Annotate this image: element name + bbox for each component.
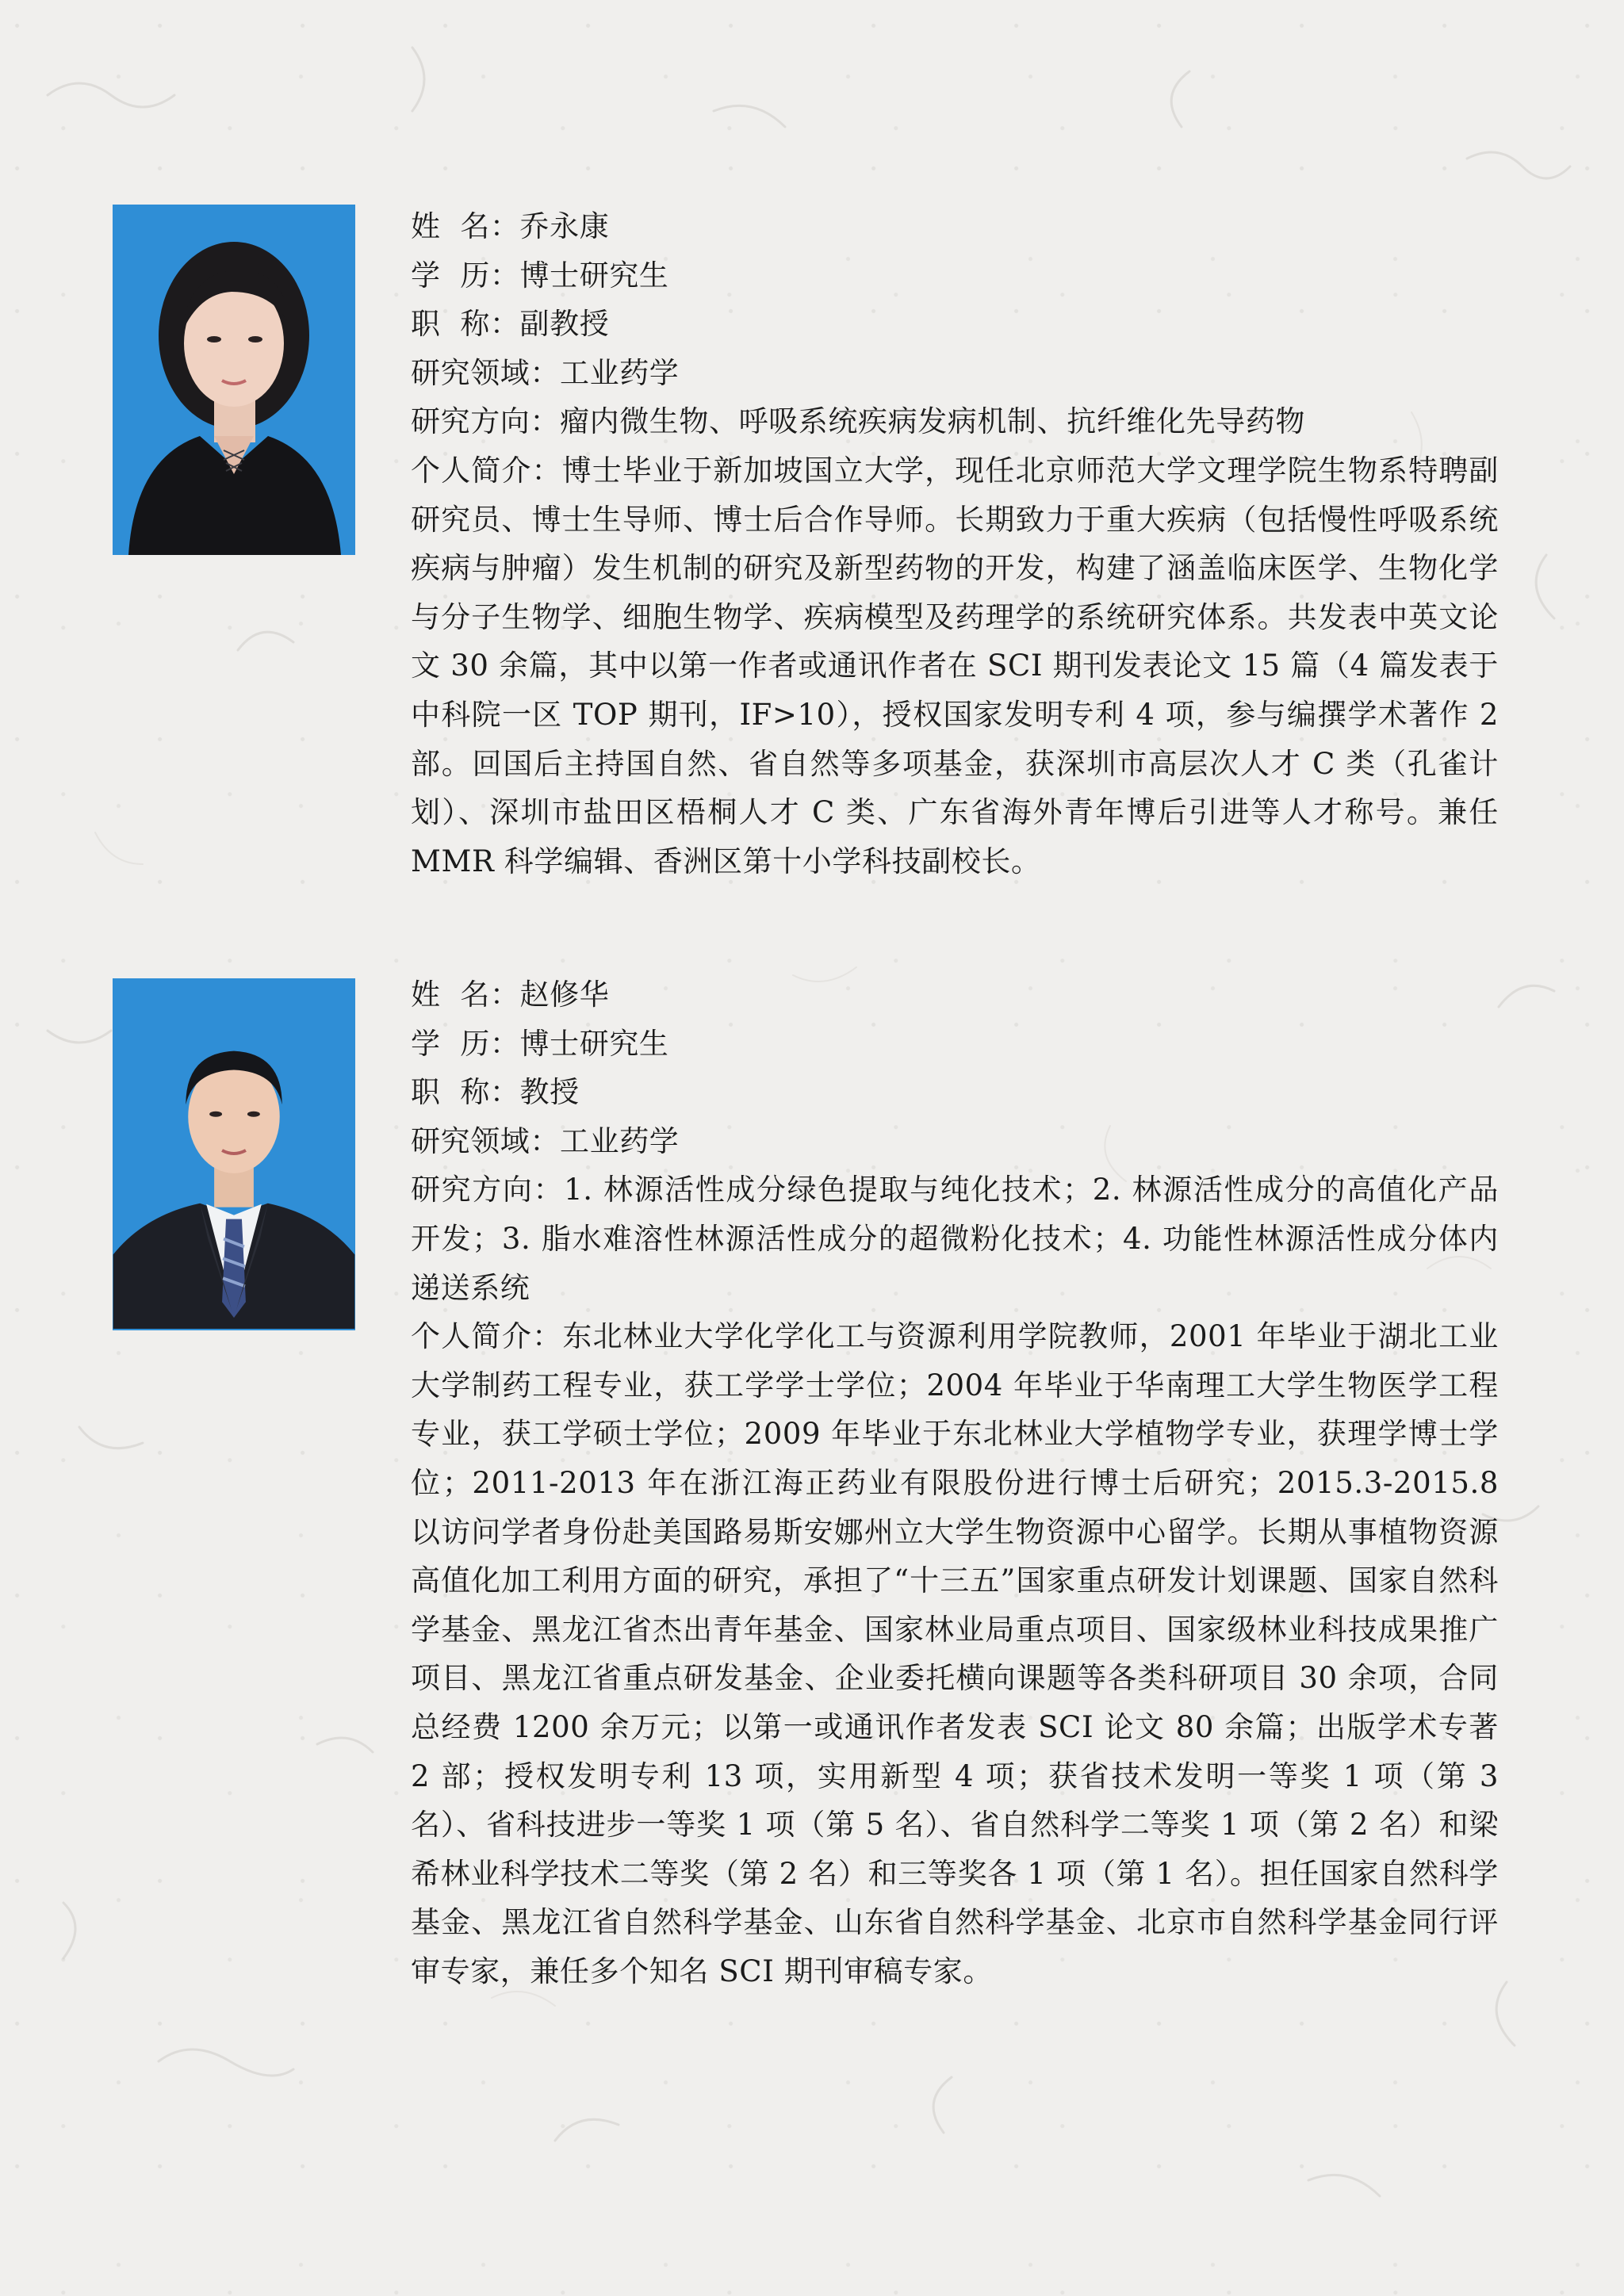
- degree-label: 学 历：: [411, 1026, 520, 1061]
- direction-row: [411, 1165, 1499, 1312]
- degree-row: [411, 251, 1499, 300]
- degree-row: [411, 1020, 1499, 1069]
- profile-photo-1: [113, 205, 355, 555]
- title-row: [411, 1068, 1499, 1117]
- direction-row: [411, 397, 1499, 446]
- degree-value: 博士研究生: [519, 258, 669, 293]
- direction-label: 研究方向：: [411, 404, 560, 439]
- field-value: 工业药学: [560, 1123, 680, 1158]
- field-row: [411, 349, 1499, 398]
- direction-value: 1. 林源活性成分绿色提取与纯化技术；2. 林源活性成分的高值化产品开发；3. 脂水难溶性林源活性成分的超微粉化技术；4. 功能性林源活性成分体内递送系统: [411, 1173, 1499, 1305]
- title-value: 副教授: [519, 307, 610, 342]
- bio-row: [411, 1312, 1499, 1996]
- direction-label: 研究方向：: [411, 1173, 565, 1207]
- direction-value: 瘤内微生物、呼吸系统疾病发病机制、抗纤维化先导药物: [560, 404, 1305, 439]
- bio-label: 个人简介：: [411, 453, 562, 488]
- profile-photo-2: [113, 978, 355, 1330]
- degree-label: 学 历：: [411, 258, 520, 293]
- name-row: [411, 970, 1499, 1020]
- title-label: 职 称：: [411, 307, 520, 342]
- bio-row: [411, 446, 1499, 886]
- bio-value: 东北林业大学化学化工与资源利用学院教师，2001 年毕业于湖北工业大学制药工程专业，获工学学士学位；2004 年毕业于华南理工大学生物医学工程专业，获工学硕士学位；2009 年毕业于东北林业大学植物学专业，获理学博士学位；2011-2013 年在浙江海正药业有限股份进行博士后研究；2015.3-2015.8 以访问学者身份赴美国路易斯安娜州立大学生物资源中心留学。长期从事植物资源高值化加工利用方面的研究，承担了“十三五”国家重点研发计划课题、国家自然科学基金、黑龙江省杰出青年基金、国家林业局重点项目、国家级林业科技成果推广项目、黑龙江省重点研发基金、企业委托横向课题等各类科研项目 30 余项，合同总经费 1200 余万元；以第一或通讯作者发表 SCI 论文 80 余篇；出版学术专著 2 部；授权发明专利 13 项，实用新型 4 项；获省技术发明一等奖 1 项（第 3 名）、省科技进步一等奖 1 项（第 5 名）、省自然科学二等奖 1 项（第 2 名）和梁希林业科学技术二等奖（第 2 名）和三等奖各 1 项（第 1 名）。担任国家自然科学基金、黑龙江省自然科学基金、山东省自然科学基金、北京市自然科学基金同行评审专家，兼任多个知名 SCI 期刊审稿专家。: [411, 1319, 1499, 1988]
- name-label: 姓 名：: [411, 209, 520, 243]
- name-row: [411, 202, 1499, 251]
- field-row: [411, 1117, 1499, 1166]
- name-label: 姓 名：: [411, 978, 520, 1012]
- field-label: 研究领域：: [411, 355, 560, 390]
- field-value: 工业药学: [560, 355, 680, 390]
- bio-label: 个人简介：: [411, 1319, 563, 1354]
- profile-info-2: [411, 970, 1499, 1996]
- name-value: 赵修华: [519, 978, 610, 1012]
- bio-value: 博士毕业于新加坡国立大学，现任北京师范大学文理学院生物系特聘副研究员、博士生导师、博士后合作导师。长期致力于重大疾病（包括慢性呼吸系统疾病与肿瘤）发生机制的研究及新型药物的开发，构建了涵盖临床医学、生物化学与分子生物学、细胞生物学、疾病模型及药理学的系统研究体系。共发表中英文论文 30 余篇，其中以第一作者或通讯作者在 SCI 期刊发表论文 15 篇（4 篇发表于中科院一区 TOP 期刊，IF>10），授权国家发明专利 4 项，参与编撰学术著作 2 部。回国后主持国自然、省自然等多项基金，获深圳市高层次人才 C 类（孔雀计划）、深圳市盐田区梧桐人才 C 类、广东省海外青年博后引进等人才称号。兼任 MMR 科学编辑、香洲区第十小学科技副校长。: [411, 453, 1500, 878]
- field-label: 研究领域：: [411, 1123, 560, 1158]
- title-label: 职 称：: [411, 1075, 520, 1110]
- name-value: 乔永康: [519, 209, 610, 243]
- profile-info-1: [411, 202, 1499, 886]
- degree-value: 博士研究生: [519, 1026, 669, 1061]
- title-value: 教授: [519, 1075, 580, 1110]
- title-row: [411, 300, 1499, 349]
